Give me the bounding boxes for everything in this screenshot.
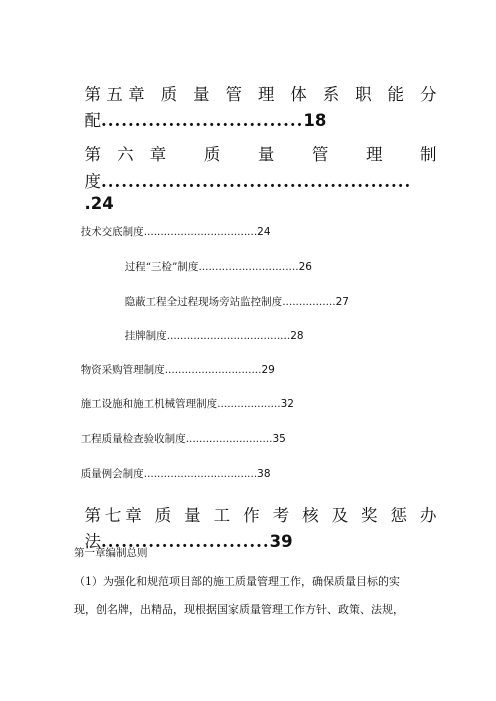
- toc-ch6-heading: 第六章 质 量 管 理 制: [84, 145, 437, 164]
- toc-item-zhiliang-lihui: 质量例会制度..................................38: [80, 468, 271, 480]
- toc-item-jishu-jiaodi: 技术交底制度..................................24: [80, 226, 271, 238]
- toc-item-wuzi-caigou: 物资采购管理制度.............................29: [80, 364, 275, 376]
- paragraph-line-1: （1）为强化和规范项目部的施工质量管理工作，确保质量目标的实: [74, 575, 400, 588]
- toc-ch7-heading: 第七章 质 量 工 作 考 核 及 奖 惩 办: [84, 506, 437, 525]
- chapter1-title: 第一章编制总则: [74, 547, 148, 559]
- toc-ch6-continuation: 度..............................................: [84, 172, 412, 191]
- toc-item-sanjian: 过程“三检”制度..............................26: [124, 261, 312, 273]
- toc-ch7-continuation: 法.........................39: [84, 532, 293, 551]
- toc-item-jiancha-yanshou: 工程质量检查验收制度..........................35: [80, 433, 286, 445]
- toc-ch5-heading: 第五章 质 量 管 理 体 系 职 能 分: [84, 85, 437, 104]
- toc-item-yinbi-gongcheng: 隐蔽工程全过程现场旁站监控制度................27: [124, 296, 349, 308]
- paragraph-line-2: 现，创名牌，出精品，现根据国家质量管理工作方针、政策、法规，: [74, 603, 404, 616]
- toc-item-guapai: 挂牌制度.....................................28: [124, 330, 304, 342]
- toc-item-shigong-sheshi: 施工设施和施工机械管理制度...................32: [80, 398, 294, 410]
- toc-ch6-page: .24: [84, 194, 114, 213]
- toc-ch5-continuation: 配..............................18: [84, 111, 327, 130]
